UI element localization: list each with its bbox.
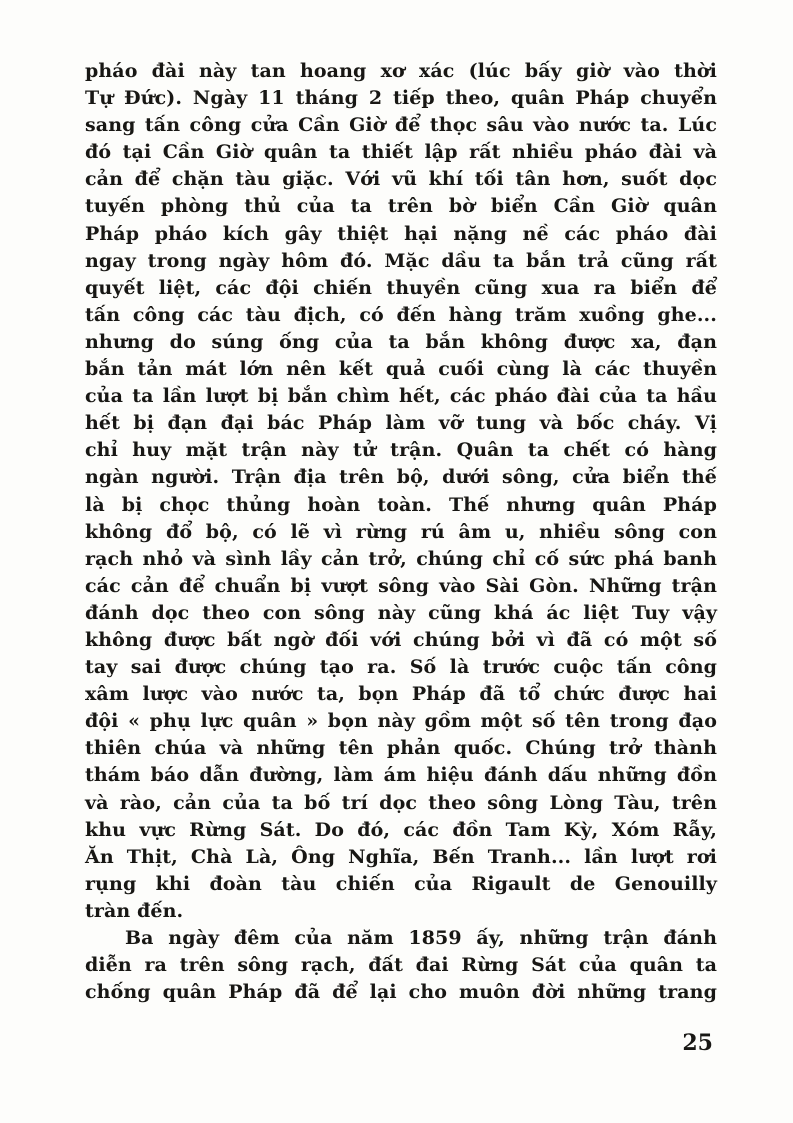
text-line: rụng khi đoàn tàu chiến của Rigault de Genouilly bbox=[85, 872, 717, 895]
text-line: thiên chúa và những tên phản quốc. Chúng trở thành bbox=[85, 737, 717, 760]
text-line: bắn tản mát lớn nên kết quả cuối cùng là các thuyền bbox=[85, 358, 717, 381]
text-line: rạch nhỏ và sình lầy cản trở, chúng chỉ cố sức phá banh bbox=[85, 547, 717, 570]
text-line: đánh dọc theo con sông này cũng khá ác liệt Tuy vậy bbox=[85, 601, 717, 624]
text-line: tuyến phòng thủ của ta trên bờ biển Cần Giờ quân bbox=[85, 195, 717, 218]
text-line: ngàn người. Trận địa trên bộ, dưới sông, cửa biển thế bbox=[85, 466, 717, 489]
text-line: là bị chọc thủng hoàn toàn. Thế nhưng quân Pháp bbox=[85, 493, 717, 516]
text-line: đó tại Cần Giờ quân ta thiết lập rất nhiều pháo đài và bbox=[85, 141, 717, 164]
text-line: sang tấn công cửa Cần Giờ để thọc sâu vào nước ta. Lúc bbox=[85, 114, 717, 137]
text-line: tấn công các tàu địch, có đến hàng trăm xuồng ghe... bbox=[85, 303, 717, 326]
text-line: chống quân Pháp đã để lại cho muôn đời những trang bbox=[85, 981, 717, 1004]
text-line: Tự Đức). Ngày 11 tháng 2 tiếp theo, quân Pháp chuyển bbox=[85, 87, 717, 110]
text-line: đội « phụ lực quân » bọn này gồm một số tên trong đạo bbox=[85, 710, 717, 733]
text-line: không đổ bộ, có lẽ vì rừng rú âm u, nhiều sông con bbox=[85, 520, 717, 543]
text-line: xâm lược vào nước ta, bọn Pháp đã tổ chức được hai bbox=[85, 683, 717, 706]
text-line: khu vực Rừng Sát. Do đó, các đồn Tam Kỳ, Xóm Rẫy, bbox=[85, 818, 717, 841]
text-line: hết bị đạn đại bác Pháp làm vỡ tung và bốc cháy. Vị bbox=[85, 412, 717, 435]
text-line: Ba ngày đêm của năm 1859 ấy, những trận đánh bbox=[125, 927, 717, 949]
text-line: pháo đài này tan hoang xơ xác (lúc bấy giờ vào thời bbox=[85, 60, 717, 82]
text-line: và rào, cản của ta bố trí dọc theo sông Lòng Tàu, trên bbox=[85, 791, 717, 814]
text-line: quyết liệt, các đội chiến thuyền cũng xua ra biển để bbox=[85, 276, 717, 299]
text-line: không được bất ngờ đối với chúng bởi vì đã có một số bbox=[85, 628, 717, 651]
text-line: thám báo dẫn đường, làm ám hiệu đánh dấu những đồn bbox=[85, 764, 717, 787]
text-line: ngay trong ngày hôm đó. Mặc dầu ta bắn trả cũng rất bbox=[85, 249, 717, 272]
text-line: Ăn Thịt, Chà Là, Ông Nghĩa, Bến Tranh... lần lượt rơi bbox=[85, 845, 717, 868]
text-line: nhưng do súng ống của ta bắn không được xa, đạn bbox=[85, 330, 717, 353]
text-line: chỉ huy mặt trận này tử trận. Quân ta chết có hàng bbox=[85, 439, 717, 462]
body-text bbox=[85, 58, 717, 1006]
page-number: 25 bbox=[682, 1030, 713, 1056]
text-line: tay sai được chúng tạo ra. Số là trước cuộc tấn công bbox=[85, 656, 717, 679]
text-line: diễn ra trên sông rạch, đất đai Rừng Sát của quân ta bbox=[85, 954, 717, 977]
text-line: của ta lần lượt bị bắn chìm hết, các pháo đài của ta hầu bbox=[85, 385, 717, 408]
text-line: tràn đến. bbox=[85, 899, 184, 922]
text-line: các cản để chuẩn bị vượt sông vào Sài Gòn. Những trận bbox=[85, 574, 717, 597]
text-line: cản để chặn tàu giặc. Với vũ khí tối tân hơn, suốt dọc bbox=[85, 168, 717, 191]
text-line: Pháp pháo kích gây thiệt hại nặng nề các pháo đài bbox=[85, 222, 717, 245]
